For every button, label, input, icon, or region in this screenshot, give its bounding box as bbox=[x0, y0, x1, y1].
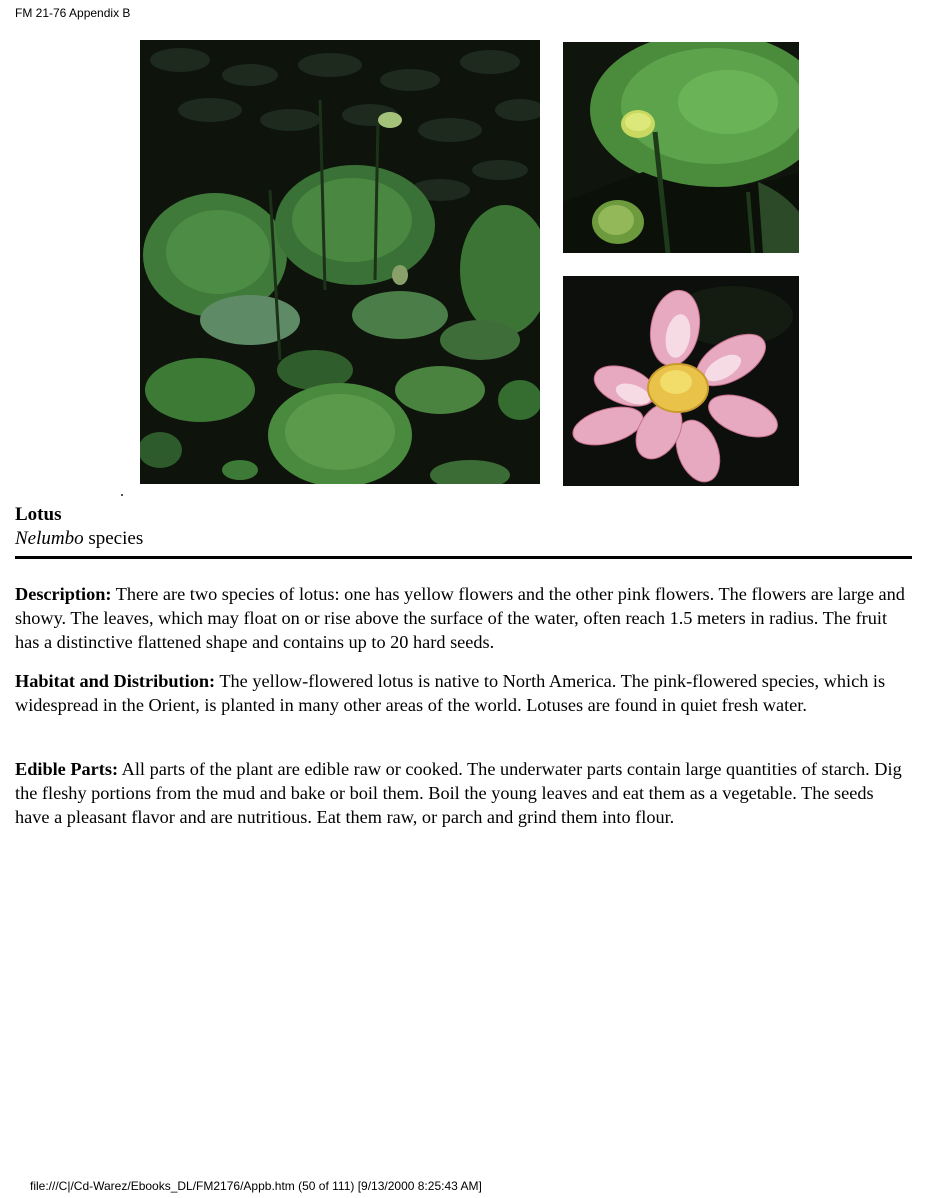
edible-parts-label: Edible Parts: bbox=[15, 759, 119, 779]
habitat-section bbox=[15, 669, 912, 717]
plant-species-suffix: species bbox=[83, 528, 144, 549]
edible-parts-section bbox=[15, 757, 912, 829]
page-footer: file:///C|/Cd-Warez/Ebooks_DL/FM2176/Appb.htm (50 of 111) [9/13/2000 8:25:43 AM] bbox=[30, 1179, 482, 1193]
lotus-seed-pod-photo bbox=[563, 42, 799, 253]
habitat-label: Habitat and Distribution: bbox=[15, 671, 216, 691]
plant-common-name: Lotus bbox=[15, 504, 62, 525]
section-divider bbox=[15, 556, 912, 559]
lotus-leaves-photo bbox=[140, 40, 540, 484]
description-section bbox=[15, 582, 912, 654]
description-label: Description: bbox=[15, 584, 112, 604]
edible-parts-text: All parts of the plant are edible raw or cooked. The underwater parts contain large quantities of starch. Dig the fleshy portions from the mud and bake or boil them. Boil the young leaves and eat them as a vegetable. The seeds have a pleasant flavor and are nutritious. Eat them raw, or parch and grind them into flour. bbox=[15, 759, 902, 827]
habitat-text: The yellow-flowered lotus is native to North America. The pink-flowered species, which is widespread in the Orient, is planted in many other areas of the world. Lotuses are found in quiet fresh water. bbox=[15, 671, 886, 715]
lotus-flower-photo bbox=[563, 276, 799, 486]
page-header: FM 21-76 Appendix B bbox=[15, 6, 131, 20]
description-text: There are two species of lotus: one has yellow flowers and the other pink flowers. The flowers are large and showy. The leaves, which may float on or rise above the surface of the water, often reach 1.5 meters in radius. The fruit has a distinctive flattened shape and contains up to 20 hard seeds. bbox=[15, 584, 905, 652]
scan-speck bbox=[121, 494, 123, 496]
plant-genus: Nelumbo bbox=[15, 528, 84, 549]
plant-scientific-name bbox=[15, 528, 143, 550]
